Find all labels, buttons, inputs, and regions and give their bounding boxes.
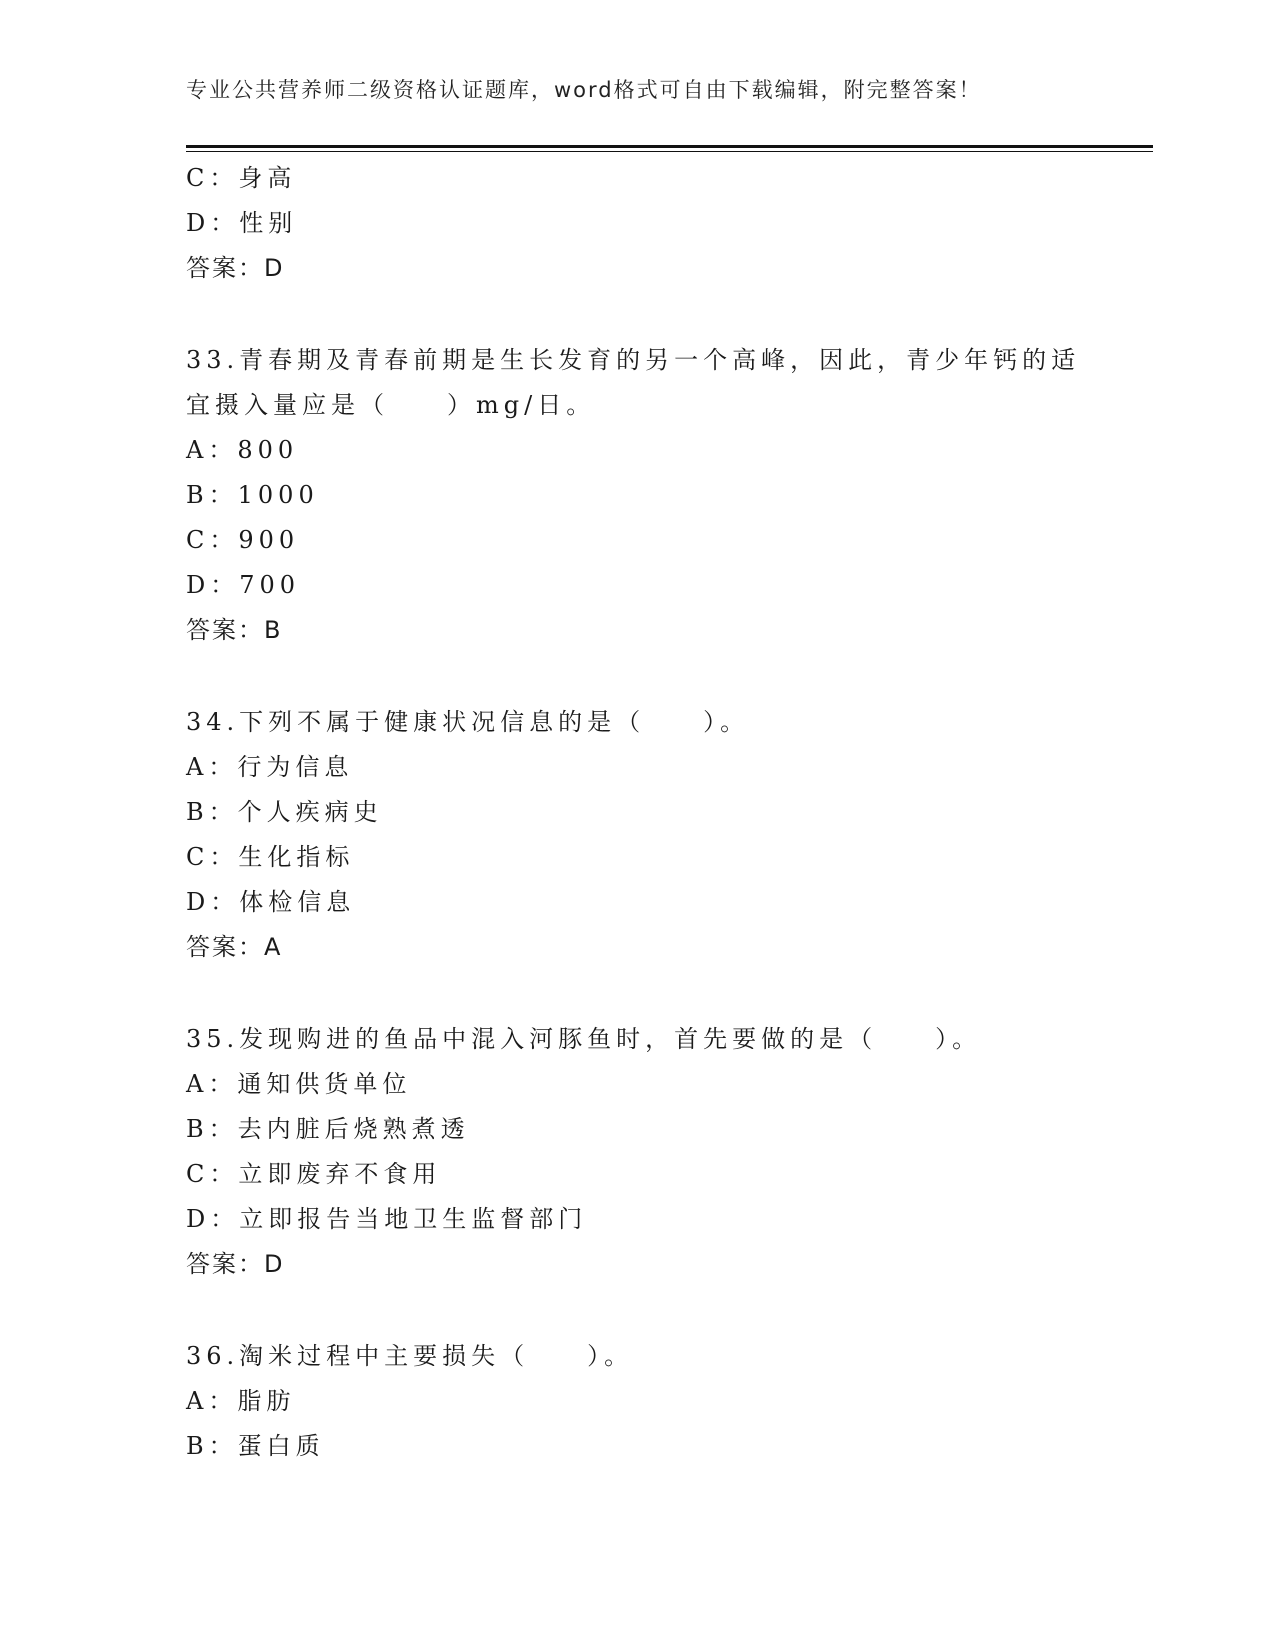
option-b: B：个人疾病史 [186, 798, 383, 826]
option-a: A：行为信息 [186, 753, 354, 781]
header-rule-thick [186, 145, 1153, 148]
option-d: D：体检信息 [186, 888, 356, 916]
page-header: 专业公共营养师二级资格认证题库，word格式可自由下载编辑，附完整答案！ [186, 78, 982, 102]
option-d: D：立即报告当地卫生监督部门 [186, 1205, 588, 1233]
prev-question-tail [186, 156, 1086, 291]
option-d: D：700 [186, 571, 301, 599]
option-a: A：800 [186, 436, 299, 464]
option-b: B：去内脏后烧熟煮透 [186, 1115, 470, 1143]
option-c: C：身高 [186, 164, 297, 192]
option-c: C：立即废弃不食用 [186, 1160, 442, 1188]
question-33 [186, 338, 1086, 653]
option-c: C：900 [186, 526, 300, 554]
question-34 [186, 700, 1086, 970]
question-stem: 34.下列不属于健康状况信息的是（ ）。 [186, 708, 750, 736]
question-list [186, 156, 1086, 1469]
question-stem: 宜摄入量应是（ ）mg/日。 [186, 391, 596, 419]
answer-line: 答案：D [186, 254, 285, 282]
question-stem: 35.发现购进的鱼品中混入河豚鱼时，首先要做的是（ ）。 [186, 1025, 982, 1053]
question-stem: 33.青春期及青春前期是生长发育的另一个高峰，因此，青少年钙的适 [186, 346, 1081, 374]
question-35 [186, 1017, 1086, 1287]
option-d: D：性别 [186, 209, 298, 237]
header-rule-thin [186, 151, 1153, 152]
option-c: C：生化指标 [186, 843, 355, 871]
question-36 [186, 1334, 1086, 1469]
option-a: A：脂肪 [186, 1387, 296, 1415]
option-b: B：1000 [186, 481, 319, 509]
question-stem: 36.淘米过程中主要损失（ ）。 [186, 1342, 634, 1370]
answer-line: 答案：D [186, 1250, 285, 1278]
answer-line: 答案：A [186, 933, 283, 961]
option-b: B：蛋白质 [186, 1432, 325, 1460]
answer-line: 答案：B [186, 616, 283, 644]
option-a: A：通知供货单位 [186, 1070, 412, 1098]
